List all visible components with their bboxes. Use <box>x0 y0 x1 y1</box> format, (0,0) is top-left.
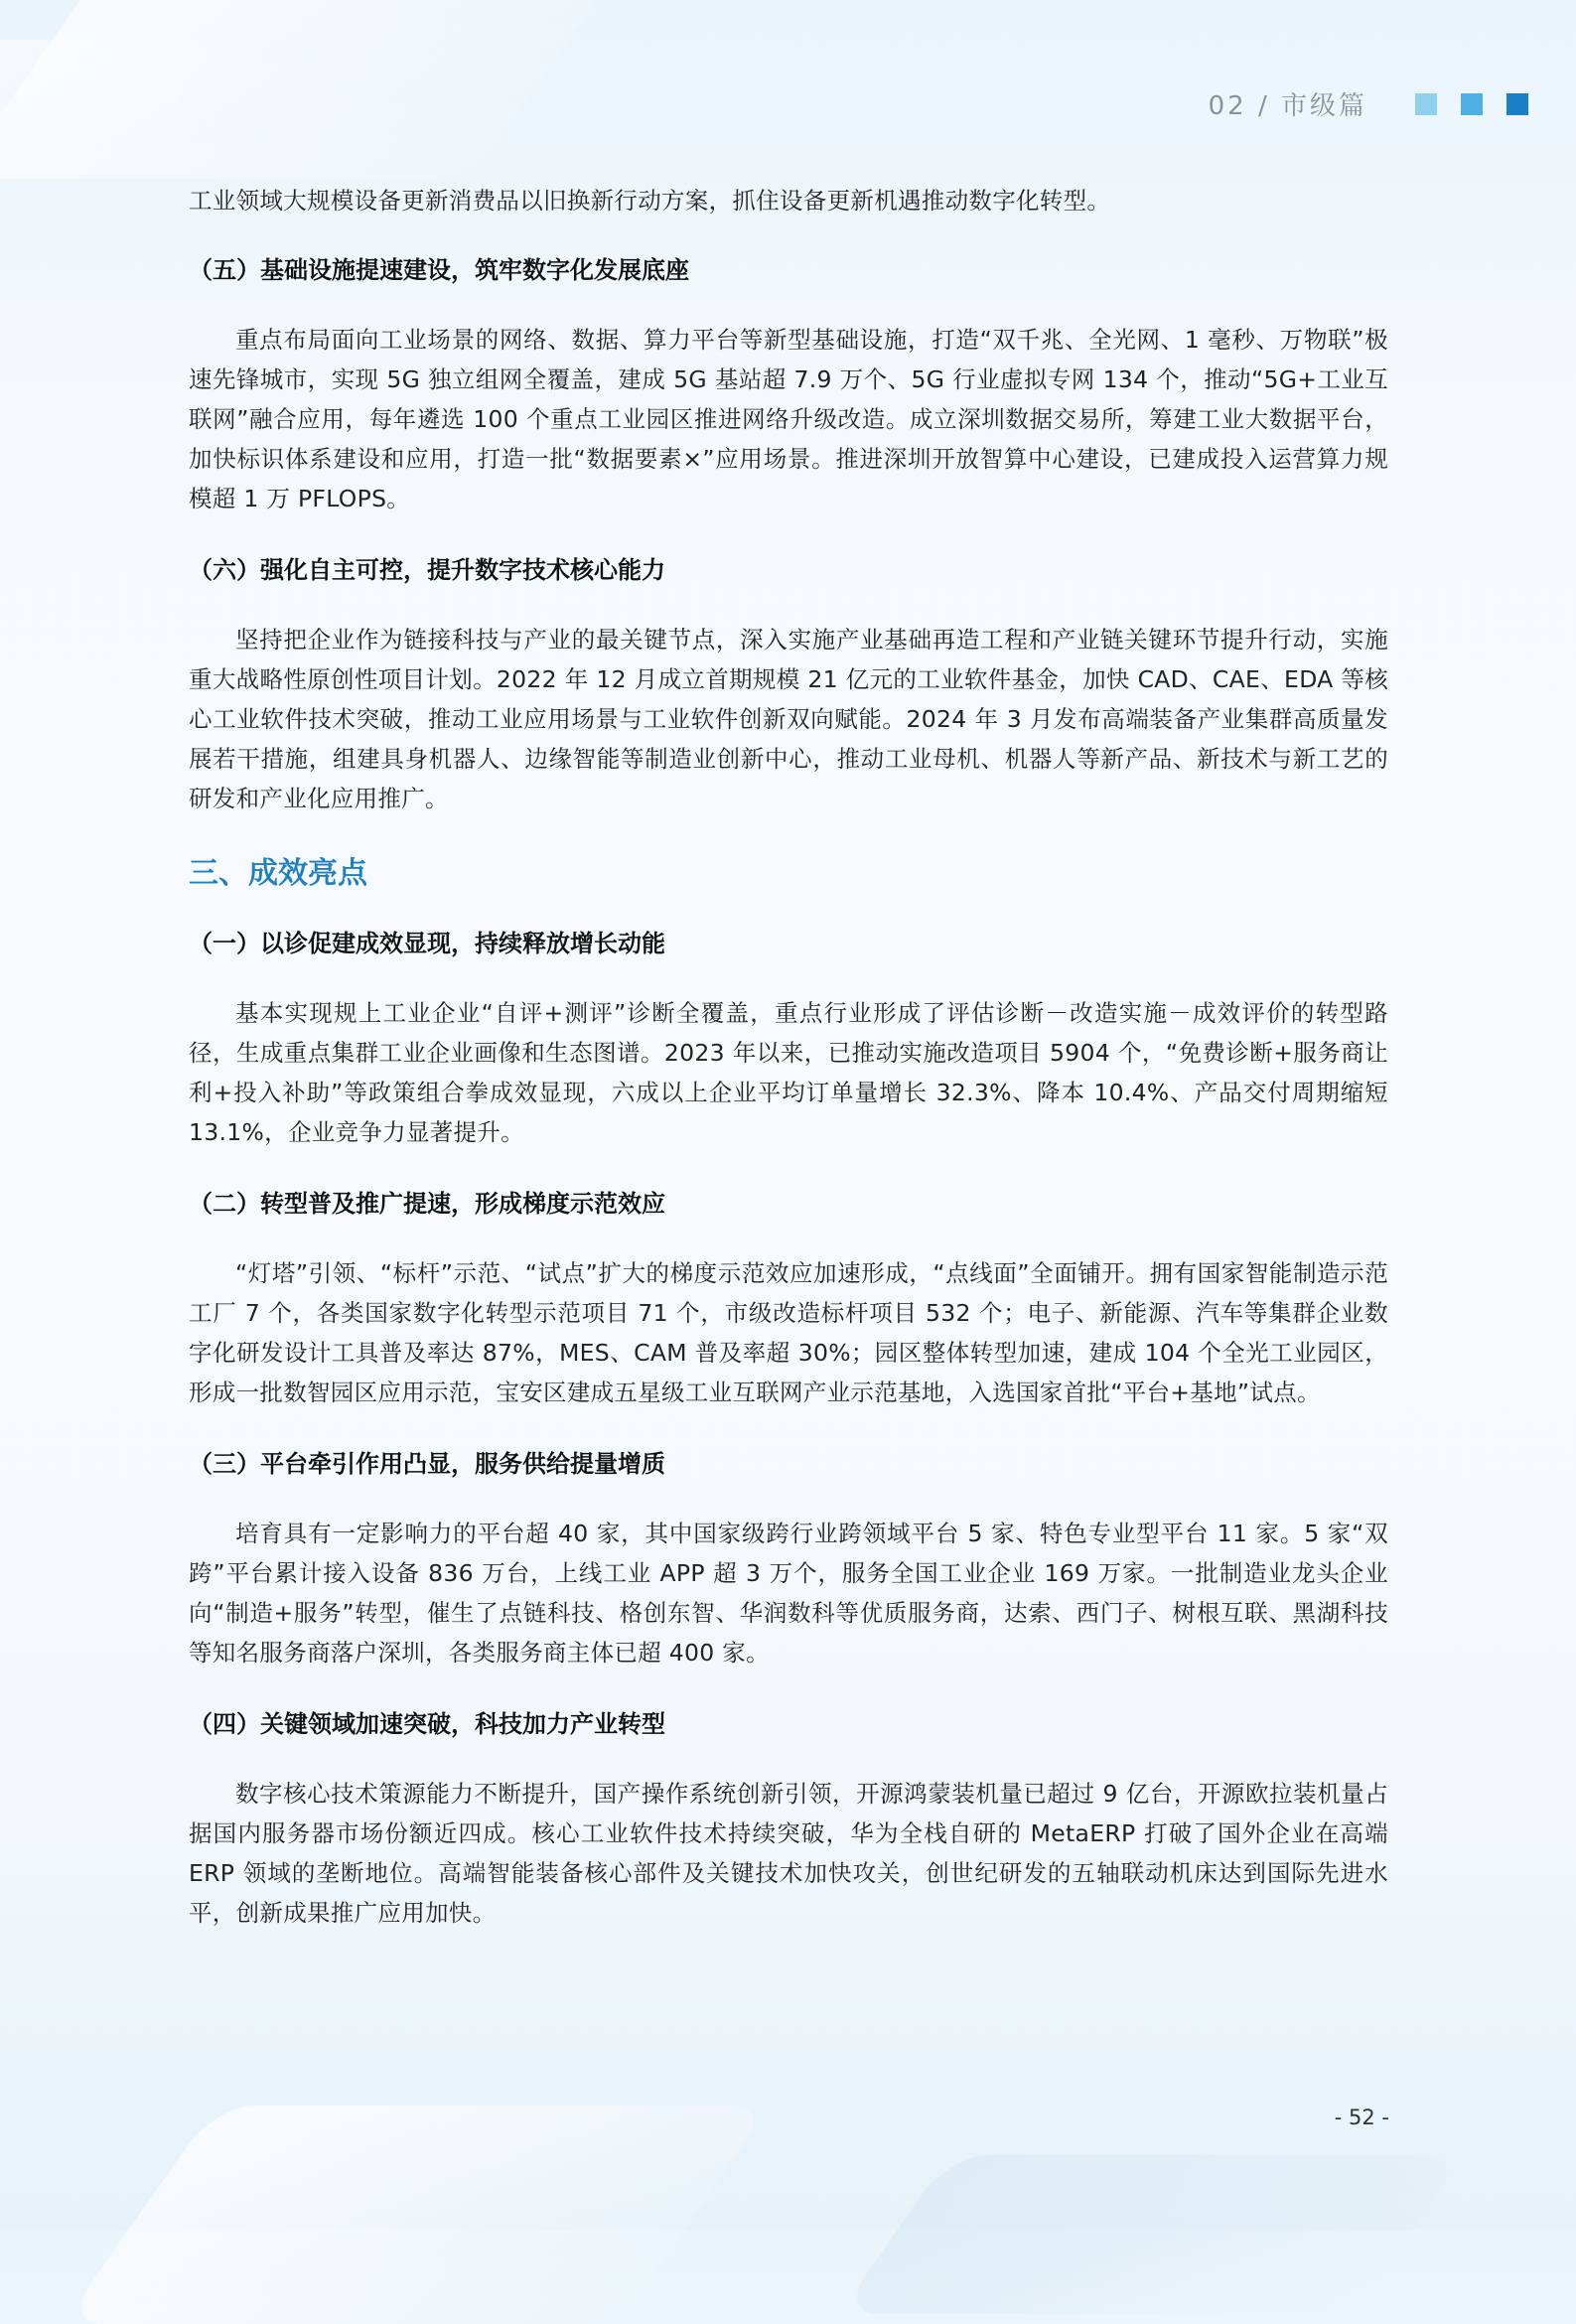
achievement-heading-4: （四）关键领域加速突破，科技加力产业转型 <box>189 1710 665 1738</box>
achievement-body-3: 培育具有一定影响力的平台超 40 家，其中国家级跨行业跨领域平台 5 家、特色专业型平台 11 家。5 家“双跨”平台累计接入设备 836 万台，上线工业 APP 超 3 万个，服务全国工业企业 169 万家。一批制造业龙头企业向“制造+服务”转型，催生了点链科技、格创东智、华润数科等优质服务商，达索、西门子、树根互联、黑湖科技等知名服务商落户深圳，各类服务商主体已超 400 家。 <box>189 1520 1388 1667</box>
intro-paragraph: 工业领域大规模设备更新消费品以旧换新行动方案，抓住设备更新机遇推动数字化转型。 <box>189 187 1111 215</box>
page-number: - 52 - <box>1334 2106 1389 2129</box>
background-decoration <box>63 2106 772 2324</box>
section-heading-achievements: 三、成效亮点 <box>189 856 367 891</box>
chapter-title: 02 / 市级篇 <box>1208 91 1367 121</box>
achievement-body-2: “灯塔”引领、“标杆”示范、“试点”扩大的梯度示范效应加速形成，“点线面”全面铺开。拥有国家智能制造示范工厂 7 个，各类国家数字化转型示范项目 71 个，市级改造标杆项目 532 个；电子、新能源、汽车等集群企业数字化研发设计工具普及率达 87%，MES、CAM 普及率超 30%；园区整体转型加速，建成 104 个全光工业园区，形成一批数智园区应用示范，宝安区建成五星级工业互联网产业示范基地，入选国家首批“平台+基地”试点。 <box>189 1259 1388 1406</box>
subsection-heading-5: （五）基础设施提速建设，筑牢数字化发展底座 <box>189 256 689 284</box>
achievement-heading-3: （三）平台牵引作用凸显，服务供给提量增质 <box>189 1450 665 1478</box>
decorative-square-icon <box>1506 93 1528 115</box>
achievement-heading-2: （二）转型普及推广提速，形成梯度示范效应 <box>189 1190 665 1218</box>
background-decoration <box>0 40 220 159</box>
subsection-heading-6: （六）强化自主可控，提升数字技术核心能力 <box>189 556 665 584</box>
background-decoration <box>0 0 680 179</box>
decorative-square-icon <box>1461 93 1483 115</box>
subsection-body-5: 重点布局面向工业场景的网络、数据、算力平台等新型基础设施，打造“双千兆、全光网、1 毫秒、万物联”极速先锋城市，实现 5G 独立组网全覆盖，建成 5G 基站超 7.9 万个、5G 行业虚拟专网 134 个，推动“5G+工业互联网”融合应用，每年遴选 100 个重点工业园区推进网络升级改造。成立深圳数据交易所，筹建工业大数据平台，加快标识体系建设和应用，打造一批“数据要素×”应用场景。推进深圳开放智算中心建设，已建成投入运营算力规模超 1 万 PFLOPS。 <box>189 326 1388 512</box>
background-decoration <box>838 2155 1466 2314</box>
document-body <box>189 181 1388 1964</box>
achievement-body-1: 基本实现规上工业企业“自评+测评”诊断全覆盖，重点行业形成了评估诊断－改造实施－成效评价的转型路径，生成重点集群工业企业画像和生态图谱。2023 年以来，已推动实施改造项目 5904 个，“免费诊断+服务商让利+投入补助”等政策组合拳成效显现，六成以上企业平均订单量增长 32.3%、降本 10.4%、产品交付周期缩短 13.1%，企业竞争力显著提升。 <box>189 999 1388 1146</box>
page-header <box>1209 85 1528 122</box>
subsection-body-6: 坚持把企业作为链接科技与产业的最关键节点，深入实施产业基础再造工程和产业链关键环节提升行动，实施重大战略性原创性项目计划。2022 年 12 月成立首期规模 21 亿元的工业软件基金，加快 CAD、CAE、EDA 等核心工业软件技术突破，推动工业应用场景与工业软件创新双向赋能。2024 年 3 月发布高端装备产业集群高质量发展若干措施，组建具身机器人、边缘智能等制造业创新中心，推动工业母机、机器人等新产品、新技术与新工艺的研发和产业化应用推广。 <box>189 626 1388 812</box>
achievement-heading-1: （一）以诊促建成效显现，持续释放增长动能 <box>189 930 665 957</box>
decorative-square-icon <box>1415 93 1437 115</box>
achievement-body-4: 数字核心技术策源能力不断提升，国产操作系统创新引领，开源鸿蒙装机量已超过 9 亿台，开源欧拉装机量占据国内服务器市场份额近四成。核心工业软件技术持续突破，华为全栈自研的 MetaERP 打破了国外企业在高端 ERP 领域的垄断地位。高端智能装备核心部件及关键技术加快攻关，创世纪研发的五轴联动机床达到国际先进水平，创新成果推广应用加快。 <box>189 1780 1388 1927</box>
